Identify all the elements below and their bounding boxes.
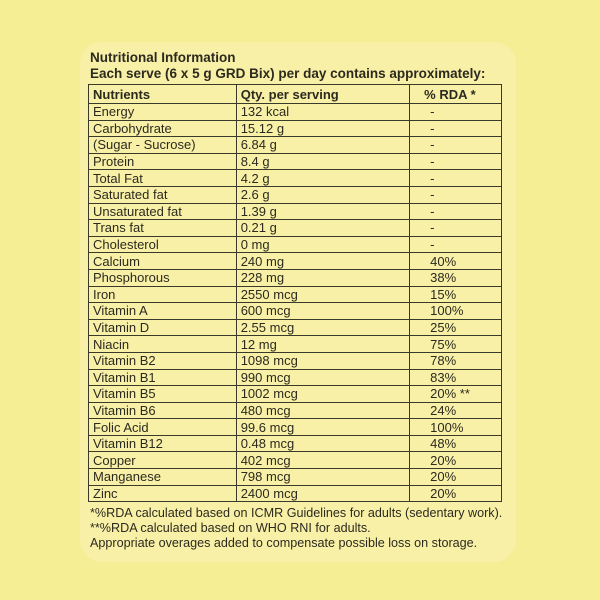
nutrient-cell: Iron	[89, 286, 237, 303]
rda-cell: -	[410, 220, 502, 237]
nutrient-cell: Vitamin A	[89, 303, 237, 320]
table-row	[89, 186, 502, 203]
rda-cell: 78%	[410, 352, 502, 369]
rda-cell: 24%	[410, 402, 502, 419]
rda-cell: 48%	[410, 435, 502, 452]
qty-cell: 8.4 g	[236, 153, 409, 170]
nutrient-cell: (Sugar - Sucrose)	[89, 137, 237, 154]
qty-cell: 12 mg	[236, 336, 409, 353]
nutrient-cell: Vitamin B2	[89, 352, 237, 369]
qty-cell: 6.84 g	[236, 137, 409, 154]
label-header	[90, 50, 510, 82]
table-body	[89, 104, 502, 502]
qty-cell: 99.6 mcg	[236, 419, 409, 436]
qty-cell: 228 mg	[236, 269, 409, 286]
table-row	[89, 137, 502, 154]
rda-cell: -	[410, 104, 502, 121]
page-title: Nutritional Information	[90, 50, 236, 65]
nutrient-cell: Vitamin B12	[89, 435, 237, 452]
serving-description: Each serve (6 x 5 g GRD Bix) per day contains approximately:	[90, 66, 486, 81]
nutrient-cell: Zinc	[89, 485, 237, 502]
rda-cell: -	[410, 186, 502, 203]
qty-cell: 1.39 g	[236, 203, 409, 220]
rda-cell: 20%	[410, 485, 502, 502]
nutrient-cell: Copper	[89, 452, 237, 469]
rda-cell: 15%	[410, 286, 502, 303]
nutrient-cell: Vitamin B6	[89, 402, 237, 419]
table-row	[89, 469, 502, 486]
nutrition-table	[88, 84, 502, 502]
rda-cell: -	[410, 203, 502, 220]
nutrient-cell: Manganese	[89, 469, 237, 486]
rda-cell: 20% **	[410, 386, 502, 403]
qty-cell: 132 kcal	[236, 104, 409, 121]
table-row	[89, 352, 502, 369]
nutrient-cell: Vitamin B5	[89, 386, 237, 403]
table-row	[89, 253, 502, 270]
qty-cell: 0.48 mcg	[236, 435, 409, 452]
table-row	[89, 319, 502, 336]
qty-cell: 2550 mcg	[236, 286, 409, 303]
table-row	[89, 369, 502, 386]
rda-cell: 25%	[410, 319, 502, 336]
nutrient-cell: Phosphorous	[89, 269, 237, 286]
nutrient-cell: Folic Acid	[89, 419, 237, 436]
qty-cell: 480 mcg	[236, 402, 409, 419]
footnote-overages: Appropriate overages added to compensate possible loss on storage.	[90, 536, 478, 550]
footnotes	[90, 506, 520, 551]
rda-cell: -	[410, 170, 502, 187]
qty-cell: 4.2 g	[236, 170, 409, 187]
table-row	[89, 220, 502, 237]
qty-cell: 2.55 mcg	[236, 319, 409, 336]
nutrient-cell: Trans fat	[89, 220, 237, 237]
nutrient-cell: Energy	[89, 104, 237, 121]
table-row	[89, 419, 502, 436]
footnote-who: **%RDA calculated based on WHO RNI for adults.	[90, 521, 371, 535]
qty-cell: 0.21 g	[236, 220, 409, 237]
table-row	[89, 303, 502, 320]
footnote-icmr: *%RDA calculated based on ICMR Guidelines for adults (sedentary work).	[90, 506, 503, 520]
table-row	[89, 435, 502, 452]
table-row	[89, 336, 502, 353]
qty-cell: 600 mcg	[236, 303, 409, 320]
nutrient-cell: Total Fat	[89, 170, 237, 187]
qty-cell: 402 mcg	[236, 452, 409, 469]
table-row	[89, 269, 502, 286]
table-row	[89, 104, 502, 121]
table-row	[89, 120, 502, 137]
nutrient-cell: Protein	[89, 153, 237, 170]
rda-cell: 20%	[410, 469, 502, 486]
rda-cell: 100%	[410, 303, 502, 320]
table-row	[89, 452, 502, 469]
table-row	[89, 170, 502, 187]
nutrient-cell: Vitamin D	[89, 319, 237, 336]
qty-cell: 240 mg	[236, 253, 409, 270]
rda-cell: 20%	[410, 452, 502, 469]
table-row	[89, 153, 502, 170]
rda-cell: -	[410, 153, 502, 170]
table-row	[89, 236, 502, 253]
qty-cell: 1098 mcg	[236, 352, 409, 369]
table-row	[89, 485, 502, 502]
nutrient-cell: Niacin	[89, 336, 237, 353]
nutrient-cell: Unsaturated fat	[89, 203, 237, 220]
qty-cell: 1002 mcg	[236, 386, 409, 403]
rda-cell: 100%	[410, 419, 502, 436]
qty-cell: 990 mcg	[236, 369, 409, 386]
table-row	[89, 386, 502, 403]
table-row	[89, 402, 502, 419]
rda-cell: 38%	[410, 269, 502, 286]
nutrient-cell: Calcium	[89, 253, 237, 270]
table-row	[89, 203, 502, 220]
rda-cell: -	[410, 137, 502, 154]
column-header-nutrients: Nutrients	[89, 85, 237, 104]
rda-cell: -	[410, 120, 502, 137]
nutrient-cell: Saturated fat	[89, 186, 237, 203]
nutrient-cell: Cholesterol	[89, 236, 237, 253]
qty-cell: 0 mg	[236, 236, 409, 253]
qty-cell: 15.12 g	[236, 120, 409, 137]
rda-cell: 40%	[410, 253, 502, 270]
rda-cell: 83%	[410, 369, 502, 386]
rda-cell: -	[410, 236, 502, 253]
qty-cell: 2400 mcg	[236, 485, 409, 502]
table-header-row	[89, 85, 502, 104]
column-header-rda: % RDA *	[410, 85, 502, 104]
rda-cell: 75%	[410, 336, 502, 353]
qty-cell: 798 mcg	[236, 469, 409, 486]
nutrient-cell: Carbohydrate	[89, 120, 237, 137]
nutrient-cell: Vitamin B1	[89, 369, 237, 386]
table-row	[89, 286, 502, 303]
qty-cell: 2.6 g	[236, 186, 409, 203]
column-header-qty: Qty. per serving	[236, 85, 409, 104]
